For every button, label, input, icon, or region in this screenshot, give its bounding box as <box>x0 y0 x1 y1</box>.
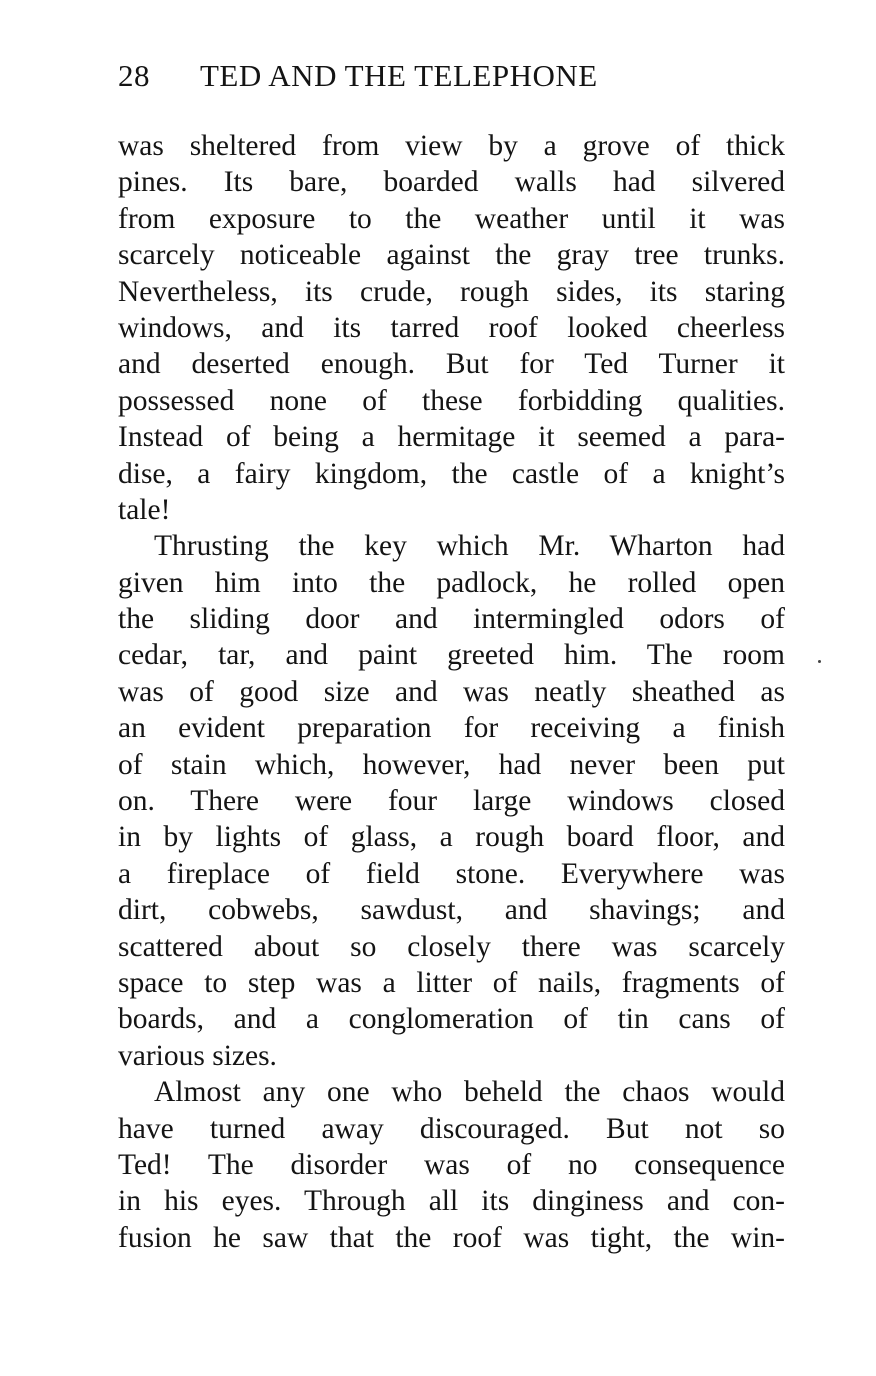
running-head <box>118 58 798 98</box>
text-line: windows, and its tarred roof looked cheerless <box>118 311 785 344</box>
margin-speck <box>818 660 821 663</box>
page-number: 28 <box>118 58 150 93</box>
body-text <box>118 128 785 1256</box>
text-line: in his eyes. Through all its dinginess and con- <box>118 1185 785 1218</box>
text-line: on. There were four large windows closed <box>118 785 785 818</box>
text-line: from exposure to the weather until it was <box>118 202 785 235</box>
text-line: have turned away discouraged. But not so <box>118 1112 785 1145</box>
text-line: dise, a fairy kingdom, the castle of a knight’s <box>118 457 785 490</box>
text-line: possessed none of these forbidding qualities. <box>118 384 785 417</box>
text-line: given him into the padlock, he rolled open <box>118 566 785 599</box>
text-line: an evident preparation for receiving a finish <box>118 712 785 745</box>
text-line: and deserted enough. But for Ted Turner it <box>118 348 785 381</box>
paragraph-2 <box>118 528 785 1074</box>
text-line: Ted! The disorder was of no consequence <box>118 1148 785 1181</box>
text-line: of stain which, however, had never been put <box>118 748 785 781</box>
text-line: Thrusting the key which Mr. Wharton had <box>154 530 785 563</box>
text-line: scattered about so closely there was scarcely <box>118 930 785 963</box>
text-line: boards, and a conglomeration of tin cans of <box>118 1003 785 1036</box>
text-line: fusion he saw that the roof was tight, the win- <box>118 1221 785 1254</box>
paragraph-1 <box>118 128 785 528</box>
text-line: was sheltered from view by a grove of thick <box>118 130 785 162</box>
text-line: Almost any one who beheld the chaos would <box>154 1076 785 1109</box>
book-title: TED AND THE TELEPHONE <box>200 58 598 93</box>
text-line: Nevertheless, its crude, rough sides, its staring <box>118 275 785 308</box>
text-line: was of good size and was neatly sheathed as <box>118 675 785 708</box>
text-line: dirt, cobwebs, sawdust, and shavings; and <box>118 894 785 927</box>
text-line: the sliding door and intermingled odors of <box>118 603 785 636</box>
text-line: scarcely noticeable against the gray tree trunks. <box>118 239 785 272</box>
text-line: tale! <box>118 493 171 526</box>
text-line: in by lights of glass, a rough board floor, and <box>118 821 785 854</box>
text-line: pines. Its bare, boarded walls had silvered <box>118 166 785 199</box>
text-line: Instead of being a hermitage it seemed a para- <box>118 421 785 454</box>
paragraph-3 <box>118 1074 785 1256</box>
text-line: a fireplace of field stone. Everywhere was <box>118 857 785 890</box>
text-line: various sizes. <box>118 1039 277 1072</box>
text-line: space to step was a litter of nails, fragments of <box>118 966 785 999</box>
text-line: cedar, tar, and paint greeted him. The room <box>118 639 785 672</box>
